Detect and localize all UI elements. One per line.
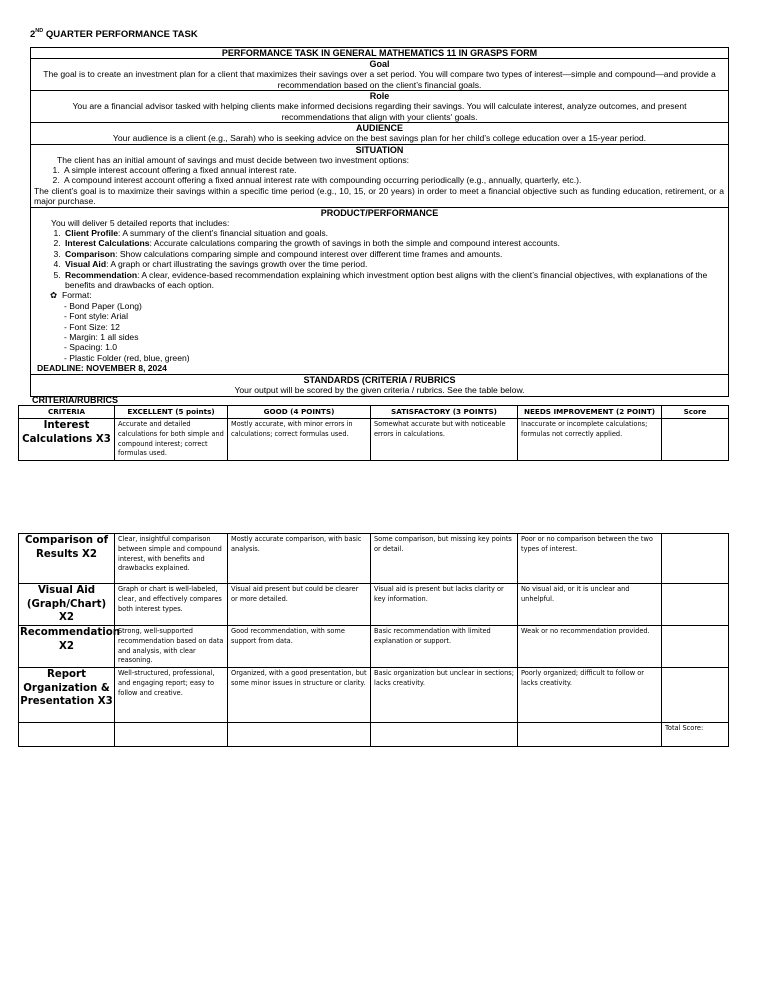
report-name: Comparison xyxy=(65,248,116,259)
needs-improvement-cell: No visual aid, or it is unclear and unhelpful. xyxy=(518,584,662,626)
satisfactory-cell: Some comparison, but missing key points or detail. xyxy=(371,534,518,584)
title-rest: QUARTER PERFORMANCE TASK xyxy=(43,29,198,40)
report-name: Visual Aid xyxy=(65,259,107,270)
excellent-cell: Well-structured, professional, and engaging report; easy to follow and creative. xyxy=(115,668,228,723)
empty-cell xyxy=(19,723,115,747)
situation-section xyxy=(31,144,728,207)
criteria-name: Interest Calculations X3 xyxy=(19,419,115,461)
report-name: Recommendation xyxy=(65,269,138,280)
product-intro: You will deliver 5 detailed reports that includes: xyxy=(51,217,230,228)
report-item xyxy=(63,249,718,259)
needs-improvement-cell: Poor or no comparison between the two types of interest. xyxy=(518,534,662,584)
excellent-cell: Graph or chart is well-labeled, clear, and effectively compares both interest types. xyxy=(115,584,228,626)
format-label-row xyxy=(50,290,728,300)
role-heading: Role xyxy=(369,91,390,101)
empty-cell xyxy=(518,723,662,747)
table-row xyxy=(19,668,729,723)
format-item: - Plastic Folder (red, blue, green) xyxy=(64,353,728,363)
header-criteria: CRITERIA xyxy=(19,406,115,419)
table-row xyxy=(19,584,729,626)
criteria-name: Report Organization & Presentation X3 xyxy=(19,668,115,723)
empty-cell xyxy=(228,723,371,747)
table-row xyxy=(19,534,729,584)
report-item xyxy=(63,270,718,291)
header-satisfactory: SATISFACTORY (3 POINTS) xyxy=(371,406,518,419)
product-heading: PRODUCT/PERFORMANCE xyxy=(320,207,439,218)
audience-section xyxy=(31,122,728,144)
form-title-section xyxy=(31,48,728,58)
form-title: PERFORMANCE TASK IN GENERAL MATHEMATICS 11 IN GRASPS FORM xyxy=(221,48,538,58)
needs-improvement-cell: Inaccurate or incomplete calculations; formulas not correctly applied. xyxy=(518,419,662,461)
product-section xyxy=(31,207,728,375)
table-row xyxy=(19,626,729,668)
report-desc: : A summary of the client’s financial situation and goals. xyxy=(118,227,329,238)
report-name: Interest Calculations xyxy=(65,238,150,249)
format-label: Format: xyxy=(61,290,92,301)
good-cell: Visual aid present but could be clearer or more detailed. xyxy=(228,584,371,626)
grasps-form xyxy=(30,47,729,397)
format-item: - Font Size: 12 xyxy=(64,322,728,332)
standards-section xyxy=(31,374,728,396)
flower-bullet-icon: ✿ xyxy=(50,290,58,301)
report-name: Client Profile xyxy=(65,227,119,238)
role-section xyxy=(31,90,728,122)
excellent-cell: Accurate and detailed calculations for both simple and compound interest; correct formulas used. xyxy=(115,419,228,461)
audience-text: Your audience is a client (e.g., Sarah) who is seeking advice on the best savings plan for her child’s college education over a 15-year period. xyxy=(112,133,647,143)
title-superscript: ND xyxy=(35,28,44,34)
empty-cell xyxy=(371,723,518,747)
header-score: Score xyxy=(662,406,729,419)
criteria-name: Comparison of Results X2 xyxy=(19,534,115,584)
situation-heading: SITUATION xyxy=(355,144,404,155)
report-desc: : Show calculations comparing simple and compound interest over different time frames and amounts. xyxy=(115,248,503,259)
goal-heading: Goal xyxy=(369,59,390,69)
total-score-cell[interactable]: Total Score: xyxy=(662,723,729,747)
satisfactory-cell: Basic recommendation with limited explanation or support. xyxy=(371,626,518,668)
good-cell: Good recommendation, with some support from data. xyxy=(228,626,371,668)
score-cell[interactable] xyxy=(662,668,729,723)
situation-options-list xyxy=(31,165,728,186)
excellent-cell: Clear, insightful comparison between simple and compound interest, with benefits and drawbacks explained. xyxy=(115,534,228,584)
good-cell: Organized, with a good presentation, but some minor issues in structure or clarity. xyxy=(228,668,371,723)
report-desc: : Accurate calculations comparing the growth of savings in both the simple and compound interest accounts. xyxy=(149,238,560,249)
reports-list xyxy=(31,228,728,290)
total-row xyxy=(19,723,729,747)
situation-outro: The client’s goal is to maximize their savings within a specific time period (e.g., 10, 15, or 20 years) in order to meet a financial objective such as funding education, retirement, or a major purchase. xyxy=(34,185,724,207)
audience-heading: AUDIENCE xyxy=(355,123,403,133)
header-excellent: EXCELLENT (5 points) xyxy=(115,406,228,419)
situation-intro: The client has an initial amount of savings and must decide between two investment options: xyxy=(57,154,410,165)
goal-text: The goal is to create an investment plan for a client that maximizes their savings over a set period. You will compare two types of interest—simple and compound—and provide a recommendation based on the client’s financial goals. xyxy=(43,69,716,90)
rubric-table-page-1 xyxy=(18,405,729,461)
report-desc: : A clear, evidence-based recommendation explaining which investment option best aligns with the client’s financial objectives, with explanations of the benefits and drawbacks of each option. xyxy=(65,269,708,290)
format-item: - Bond Paper (Long) xyxy=(64,301,728,311)
format-list xyxy=(50,301,728,363)
report-item xyxy=(63,228,718,238)
needs-improvement-cell: Poorly organized; difficult to follow or lacks creativity. xyxy=(518,668,662,723)
format-item: - Margin: 1 all sides xyxy=(64,332,728,342)
score-cell[interactable] xyxy=(662,584,729,626)
report-item xyxy=(63,259,718,269)
format-block xyxy=(31,290,728,363)
situation-option: 2. A compound interest account offering a fixed annual interest rate with compounding occurring periodically (e.g., annually, quarterly, etc.). xyxy=(62,175,728,185)
format-item: - Font style: Arial xyxy=(64,311,728,321)
satisfactory-cell: Somewhat accurate but with noticeable errors in calculations. xyxy=(371,419,518,461)
good-cell: Mostly accurate comparison, with basic analysis. xyxy=(228,534,371,584)
excellent-cell: Strong, well-supported recommendation based on data and analysis, with clear reasoning. xyxy=(115,626,228,668)
empty-cell xyxy=(115,723,228,747)
table-row xyxy=(19,419,729,461)
document-title xyxy=(30,29,198,40)
title-number: 2 xyxy=(30,29,36,40)
score-cell[interactable] xyxy=(662,626,729,668)
criteria-name: Visual Aid (Graph/Chart) X2 xyxy=(19,584,115,626)
situation-option: 1. A simple interest account offering a fixed annual interest rate. xyxy=(62,165,728,175)
good-cell: Mostly accurate, with minor errors in calculations; correct formulas used. xyxy=(228,419,371,461)
report-desc: : A graph or chart illustrating the savings growth over the time period. xyxy=(106,259,368,270)
header-needs-improvement: NEEDS IMPROVEMENT (2 POINT) xyxy=(518,406,662,419)
role-text: You are a financial advisor tasked with helping clients make informed decisions regarding their savings. You will calculate interest, analyze outcomes, and present recommendations that align with your clients' goals. xyxy=(72,101,687,122)
rubric-table-page-2 xyxy=(18,533,729,747)
score-cell[interactable] xyxy=(662,419,729,461)
report-item xyxy=(63,238,718,248)
satisfactory-cell: Basic organization but unclear in sections; lacks creativity. xyxy=(371,668,518,723)
satisfactory-cell: Visual aid is present but lacks clarity or key information. xyxy=(371,584,518,626)
deadline: DEADLINE: NOVEMBER 8, 2024 xyxy=(37,363,167,374)
rubric-label: CRITERIA/RUBRICS xyxy=(32,395,119,405)
rubric-header-row xyxy=(19,406,729,419)
criteria-name: Recommendation X2 xyxy=(19,626,115,668)
goal-section xyxy=(31,58,728,90)
standards-heading: STANDARDS (CRITERIA / RUBRICS xyxy=(303,375,456,386)
score-cell[interactable] xyxy=(662,534,729,584)
needs-improvement-cell: Weak or no recommendation provided. xyxy=(518,626,662,668)
format-item: - Spacing: 1.0 xyxy=(64,342,728,352)
header-good: GOOD (4 POINTS) xyxy=(228,406,371,419)
standards-text: Your output will be scored by the given criteria / rubrics. See the table below. xyxy=(234,385,525,396)
